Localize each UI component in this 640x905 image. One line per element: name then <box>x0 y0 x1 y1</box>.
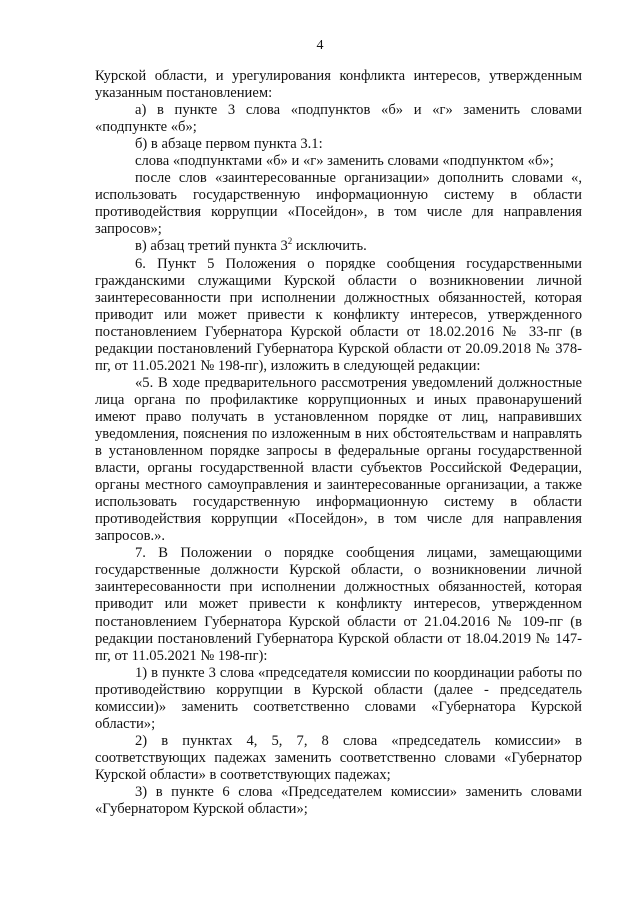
paragraph-subitem-3: 3) в пункте 6 слова «Председателем комиссии» заменить словами «Губернатором Курской области»; <box>95 783 582 818</box>
paragraph-quoted-point-5: «5. В ходе предварительного рассмотрения уведомлений должностные лица органа по профилактике коррупционных и иных правонарушений имеют право получать в установленном порядке от лиц, направивших уведомления, пояснения по изложенным в них обстоятельствам и направлять в установленном порядке запросы в федеральные органы государственной власти, органы государственной власти субъектов Российской Федерации, органы местного самоуправления и заинтересованные организации, а также использовать государственную информационную систему в области противодействия коррупции «Посейдон», в том числе для направления запросов.». <box>95 374 582 545</box>
item-v-superscript: 2 <box>287 236 293 247</box>
paragraph-subitem-1: 1) в пункте 3 слова «председателя комиссии по координации работы по противодействию коррупции в Курской области (далее - председатель комиссии)» заменить соответственно словами «Губернатора Курской области»; <box>95 664 582 732</box>
item-v-text-after: исключить. <box>292 238 367 255</box>
paragraph-item-b: б) в абзаце первом пункта 3.1: <box>135 136 323 153</box>
paragraph-section-7: 7. В Положении о порядке сообщения лицами, замещающими государственные должности Курской области, о возникновении личной заинтересованности при исполнении должностных обязанностей, которая приводит или может привести к конфликту интересов, утвержденном постановлением Губернатора Курской области от 21.04.2016 № 109-пг (в редакции постановлений Губернатора Курской области от 18.04.2019 № 147-пг, от 11.05.2021 № 198-пг): <box>95 545 582 664</box>
paragraph-item-a: а) в пункте 3 слова «подпунктов «б» и «г» заменить словами «подпункте «б»; <box>95 102 582 136</box>
page-number: 4 <box>316 38 324 53</box>
paragraph-item-v <box>95 238 582 255</box>
paragraph-subitem-2: 2) в пунктах 4, 5, 7, 8 слова «председатель комиссии» в соответствующих падежах заменить соответственно словами «Губернатор Курской области» в соответствующих падежах; <box>95 732 582 783</box>
item-v-text-before: в) абзац третий пункта 3 <box>135 238 288 255</box>
document-body <box>95 68 582 818</box>
paragraph-section-6: 6. Пункт 5 Положения о порядке сообщения государственными гражданскими служащими Курской области о возникновении личной заинтересованности при исполнении должностных обязанностей, которая приводит или может привести к конфликту интересов, утвержденного постановлением Губернатора Курской области от 18.02.2016 № 33-пг (в редакции постановлений Губернатора Курской области от 20.09.2018 № 378-пг, от 11.05.2021 № 198-пг), изложить в следующей редакции: <box>95 255 582 374</box>
paragraph-continuation: Курской области, и урегулирования конфликта интересов, утвержденным указанным постановлением: <box>95 68 582 102</box>
paragraph-item-b-addition: после слов «заинтересованные организации» дополнить словами «, использовать государственную информационную систему в области противодействия коррупции «Посейдон», в том числе для направления запросов»; <box>95 170 582 238</box>
paragraph-item-b-words: слова «подпунктами «б» и «г» заменить словами «подпунктом «б»; <box>135 153 554 170</box>
